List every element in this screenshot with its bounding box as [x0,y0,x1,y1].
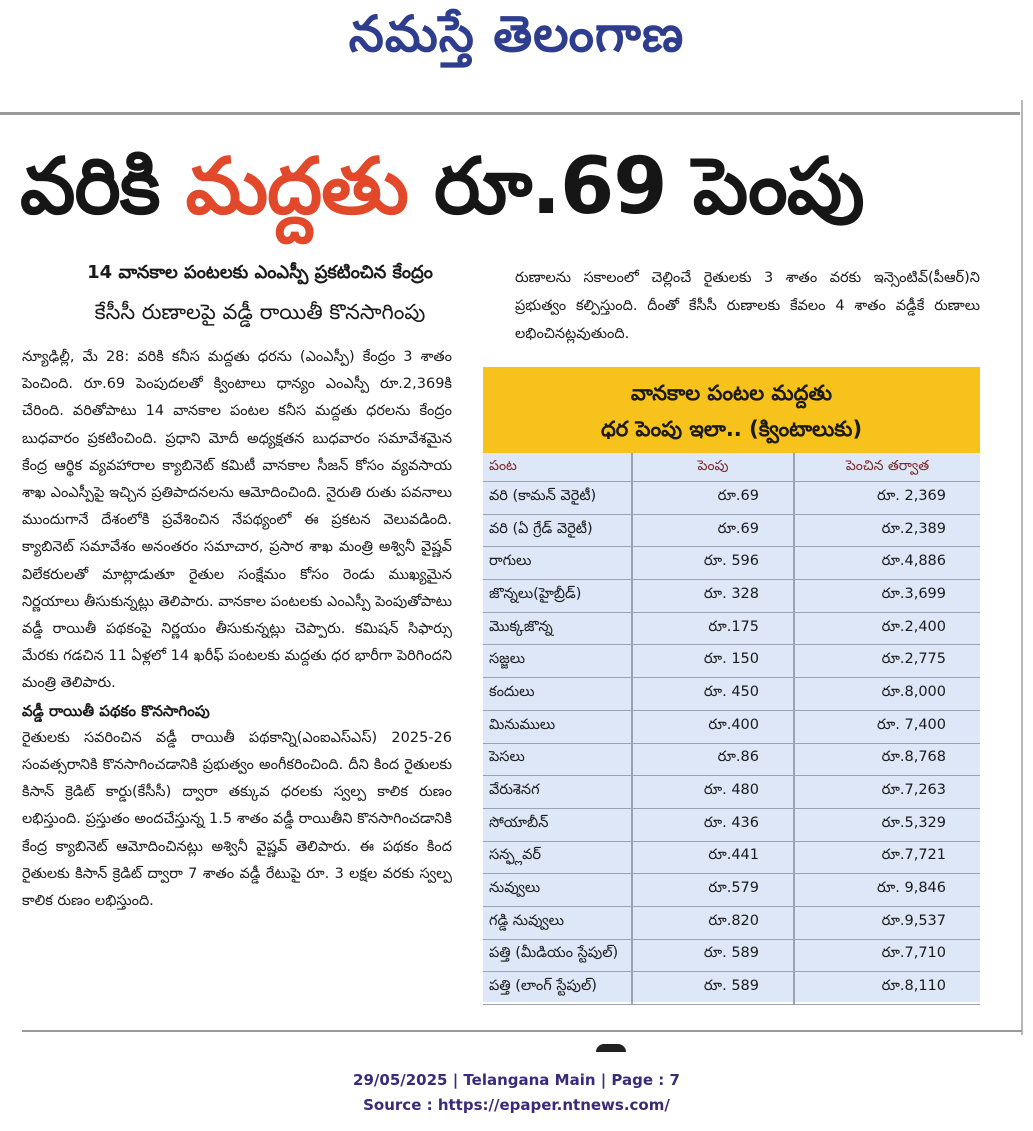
msp-table-title [483,367,980,453]
table-row [483,972,980,1005]
table-row [483,776,980,809]
increase-cell: రూ. 589 [632,939,794,972]
masthead-logo-text: నమస్తే తెలంగాణ [348,4,685,63]
table-row [483,841,980,874]
increase-cell: రూ. 596 [632,547,794,580]
crop-cell: పెసలు [483,743,632,776]
crop-cell: జొన్నలు(హైబ్రీడ్) [483,580,632,613]
column-header-new-price: పెంచిన తర్వాత [794,453,980,482]
header-divider [0,112,1020,115]
msp-table-body [483,482,980,1005]
footer-edition-line: 29/05/2025 | Telangana Main | Page : 7 [353,1071,680,1089]
crop-cell: వరి (కామన్ వెరైటీ) [483,482,632,515]
table-row [483,678,980,711]
new-price-cell: రూ.5,329 [794,808,980,841]
new-price-cell: రూ.7,263 [794,776,980,809]
increase-cell: రూ. 328 [632,580,794,613]
table-row [483,514,980,547]
crop-cell: సన్ఫ్లవర్ [483,841,632,874]
article-subhead: వడ్డీ రాయితీ పథకం కొనసాగింపు [22,701,210,720]
column-header-crop: పంట [483,453,632,482]
new-price-cell: రూ. 2,369 [794,482,980,515]
table-row [483,710,980,743]
footer [0,1068,1033,1118]
article-body [22,344,452,915]
subheadline-1: 14 వానకాల పంటలకు ఎంఎస్పీ ప్రకటించిన కేంద్రం [87,262,433,283]
increase-cell: రూ.820 [632,906,794,939]
headline-part1: వరికి [20,142,186,232]
bottom-ornament [596,1044,626,1052]
msp-table-title-line1: వానకాల పంటల మద్దతు [630,381,833,405]
table-row [483,612,980,645]
msp-table-box [483,367,980,1002]
increase-cell: రూ.400 [632,710,794,743]
footer-source-line: Source : https://epaper.ntnews.com/ [363,1096,670,1114]
page-edge-divider [1021,100,1023,1035]
table-row [483,645,980,678]
new-price-cell: రూ.2,775 [794,645,980,678]
bottom-divider [22,1030,1022,1032]
new-price-cell: రూ.9,537 [794,906,980,939]
crop-cell: వరి (ఏ గ్రేడ్ వెరైటీ) [483,514,632,547]
increase-cell: రూ. 150 [632,645,794,678]
new-price-cell: రూ. 9,846 [794,874,980,907]
table-row [483,939,980,972]
crop-cell: సోయాబీన్ [483,808,632,841]
new-price-cell: రూ.4,886 [794,547,980,580]
article-continuation: రుణాలను సకాలంలో చెల్లించే రైతులకు 3 శాతం వరకు ఇన్సెంటివ్(పీఆర్)ని ప్రభుత్వం కల్పిస్తుంది. దీంతో కేసీసీ రుణాలకు కేవలం 4 శాతం వడ్డీకే రుణాలు లభించినట్లవుతుంది. [515,270,980,342]
table-row [483,808,980,841]
crop-cell: మినుములు [483,710,632,743]
new-price-cell: రూ.7,721 [794,841,980,874]
new-price-cell: రూ.2,389 [794,514,980,547]
article-paragraph-2: రైతులకు సవరించిన వడ్డీ రాయితీ పథకాన్ని(ఎంఐఎస్ఎస్) 2025-26 సంవత్సరానికి కొనసాగించడానికి ప్రభుత్వం అంగీకరించింది. దీని కింద రైతులకు కిసాన్ క్రెడిట్ కార్డు(కేసీసీ) ద్వారా తక్కువ ధరలకు స్వల్ప కాలిక రుణం లభిస్తుంది. ప్రస్తుతం అందచేస్తున్న 1.5 శాతం వడ్డీ రాయితీని కొనసాగించడానికి కేంద్ర క్యాబినెట్ ఆమోదించినట్లు అశ్వినీ వైష్ణవ్ తెలిపారు. ఈ పథకం కింద రైతులకు కిసాన్ క్రెడిట్ ద్వారా 7 శాతం వడ్డీ రేటుపై రూ. 3 లక్షల వరకు స్వల్ప కాలిక రుణం లభిస్తుంది. [22,729,452,910]
increase-cell: రూ. 480 [632,776,794,809]
crop-cell: రాగులు [483,547,632,580]
crop-cell: మొక్కజొన్న [483,612,632,645]
table-row [483,580,980,613]
crop-cell: గడ్డి నువ్వులు [483,906,632,939]
table-header-row [483,453,980,482]
new-price-cell: రూ.8,000 [794,678,980,711]
increase-cell: రూ. 436 [632,808,794,841]
new-price-cell: రూ.7,710 [794,939,980,972]
increase-cell: రూ.579 [632,874,794,907]
new-price-cell: రూ. 7,400 [794,710,980,743]
increase-cell: రూ. 450 [632,678,794,711]
crop-cell: నువ్వులు [483,874,632,907]
crop-cell: వేరుశెనగ [483,776,632,809]
new-price-cell: రూ.3,699 [794,580,980,613]
new-price-cell: రూ.8,768 [794,743,980,776]
new-price-cell: రూ.8,110 [794,972,980,1005]
crop-cell: కందులు [483,678,632,711]
increase-cell: రూ.86 [632,743,794,776]
article-paragraph-1: న్యూఢిల్లీ, మే 28: వరికి కనీస మద్దతు ధరను (ఎంఎస్పీ) కేంద్రం 3 శాతం పెంచింది. రూ.69 పెంపుదలతో క్వింటాలు ధాన్యం ఎంఎస్పీ రూ.2,369కి చేరింది. వరితోపాటు 14 వానకాల పంటల కనీస మద్దతు ధరలను కేంద్రం బుధవారం ప్రకటించింది. ప్రధాని మోదీ అధ్యక్షతన బుధవారం సమావేశమైన కేంద్ర ఆర్థిక వ్యవహారాల క్యాబినెట్ కమిటీ వానకాల సీజన్ కోసం వ్యవసాయ శాఖ ఎంఎస్పీపై ఇచ్చిన ప్రతిపాదనలను ఆమోదించింది. నైరుతి రుతు పవనాలు ముందుగానే దేశంలోకి ప్రవేశించిన నేపథ్యంలో ఈ ప్రకటన వెలువడింది. క్యాబినెట్ సమావేశం అనంతరం సమాచార, ప్రసార శాఖ మంత్రి అశ్వినీ వైష్ణవ్ విలేకరులతో మాట్లాడుతూ రైతుల సంక్షేమం కోసం రెండు ముఖ్యమైన నిర్ణయాలు తీసుకున్నట్లు తెలిపారు. వానకాల పంటలకు ఎంఎస్పీ పెంపుతోపాటు వడ్డీ రాయితీ పథకంపై నిర్ణయం తీసుకున్నట్లు చెప్పారు. కమిషన్ సిఫార్సు మేరకు గడచిన 11 ఏళ్లలో 14 ఖరీఫ్ పంటలకు మద్దతు ధర భారీగా పెరిగిందని మంత్రి తెలిపారు. [22,349,452,692]
crop-cell: పత్తి (మీడియం స్టేపుల్) [483,939,632,972]
table-row [483,906,980,939]
increase-cell: రూ.69 [632,482,794,515]
subheadline-2: కేసీసీ రుణాలపై వడ్డీ రాయితీ కొనసాగింపు [94,300,426,324]
crop-cell: పత్తి (లాంగ్ స్టేపుల్) [483,972,632,1005]
crop-cell: సజ్జలు [483,645,632,678]
headline [20,132,1010,242]
table-row [483,482,980,515]
table-row [483,743,980,776]
headline-highlight: మద్దతు [185,142,408,232]
new-price-cell: రూ.2,400 [794,612,980,645]
masthead [0,0,1033,80]
column-header-increase: పెంపు [632,453,794,482]
increase-cell: రూ. 589 [632,972,794,1005]
table-row [483,547,980,580]
msp-table-title-line2: ధర పెంపు ఇలా.. (క్వింటాలుకు) [600,417,863,441]
msp-table [483,453,980,1005]
headline-part2: రూ.69 పెంపు [407,142,864,232]
increase-cell: రూ.175 [632,612,794,645]
table-row [483,874,980,907]
increase-cell: రూ.441 [632,841,794,874]
increase-cell: రూ.69 [632,514,794,547]
